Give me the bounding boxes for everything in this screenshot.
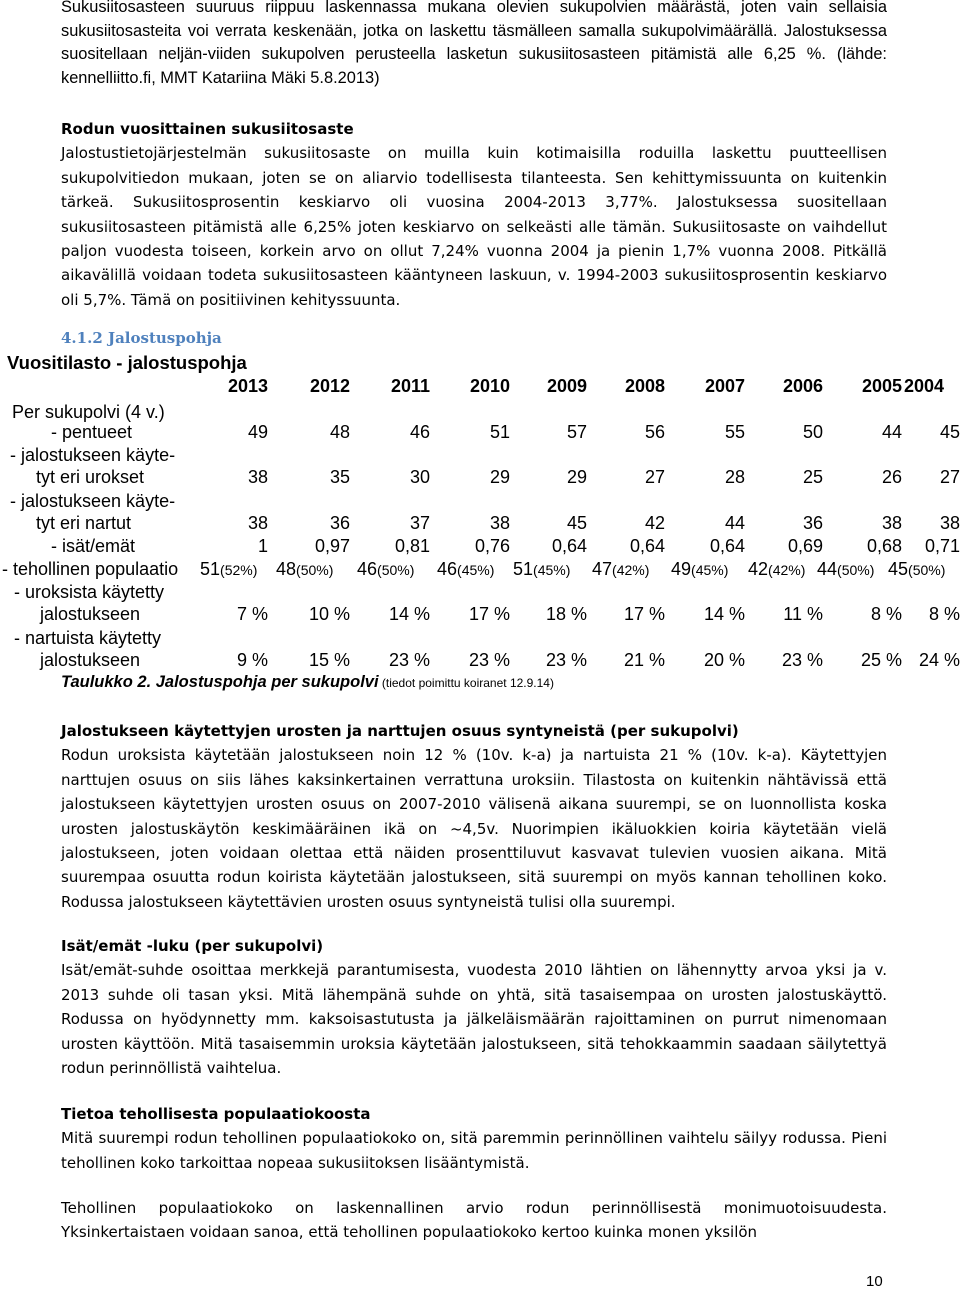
table-cell [552, 536, 587, 557]
cell-value: 30 [409, 467, 430, 487]
cell-value: 29 [489, 467, 510, 487]
table-cell [567, 513, 587, 534]
cell-value: 7 % [236, 604, 268, 624]
table-cell [475, 536, 510, 557]
subsection-title: 4.1.2 Jalostuspohja [61, 329, 222, 347]
cell-value: 48 [329, 422, 350, 442]
cell-percent: (52%) [220, 562, 258, 578]
cell-value: 14 % [703, 604, 745, 624]
row-label-cont: tyt eri nartut [36, 512, 132, 533]
cell-value: 26 [881, 467, 902, 487]
cell-value: 23 % [545, 649, 587, 670]
section-text: Rodun uroksista käytetään jalostukseen noin 12 % (10v. k-a) ja nartuista 21 % (10v. k-a). Käytettyjen narttujen osuus on siis lähes kaksinkertainen verrattuna uroksiin. Tilastosta on kuitenkin nähtävissä että jalostukseen käytettyjen urosten osuus on 2007-2010 välisenä aikana suurempi, se on luonnollista koska urosten jalostuskäytön keskimääräinen ikä on ~4,5v. Nuorimpien ikäluokkien koiria käytetään vielä jalostukseen, joten voidaan olettaa että näiden prosenttiluvut kasvavat tulevien vuosien aikana. Mitä suurempaa osuutta rodun koirista käytetään jalostukseen, sitä suurempi on myös kannan tehollinen koko. Rodussa jalostukseen käytettävien urosten osuus syntyneistä tulisi olla suurempi. [61, 746, 887, 911]
table-cell [788, 536, 823, 557]
table-cell [645, 422, 665, 443]
cell-value: 14 % [388, 604, 430, 624]
table-cell [315, 536, 350, 557]
table-row [0, 559, 960, 582]
cell-value: 44 [817, 559, 838, 579]
table-cell [389, 650, 430, 671]
row-label: - isät/emät [51, 536, 136, 556]
table-cell [469, 604, 510, 625]
year-header: 2010 [469, 376, 510, 396]
table-cell [258, 536, 268, 557]
cell-value: 45 [939, 422, 960, 442]
cell-value: 10 % [308, 604, 350, 624]
table-cell [803, 422, 823, 443]
cell-value: 44 [881, 422, 902, 442]
table-cell [309, 604, 350, 625]
cell-value: 46 [437, 559, 458, 579]
row-label: - jalostukseen käyte- [10, 445, 176, 465]
table-cell [704, 604, 745, 625]
cell-value: 45 [566, 512, 587, 533]
table-cell [748, 559, 805, 580]
cell-value: 11 % [783, 604, 823, 624]
section-text: Jalostustietojärjestelmän sukusiitosaste on muilla kuin kotimaisilla roduilla laskettu puutteellisen sukupolvitiedon mukaan, joten se on aliarvio todellisesta tilanteesta. Sen kehittymissuunta on kuitenkin tärkeä. Sukusiitosprosentin keskiarvo oli vuosina 2004-2013 3,77%. Jalostuksessa suositellaan sukusiitosasteen pitämistä alle 6,25% joten keskiarvo on selkeästi alle tämän. Sukusiitosaste on vaihdellut paljon vuodesta toiseen, korkein arvo on ollut 7,24% vuonna 2004 ja pienin 1,7% vuonna 2008. Pitkällä aikavälillä voidaan todeta sukusiitosasteen kääntyneen laskuun, v. 1994-2003 sukusiitosprosentin keskiarvo oli 5,7%. Tämä on positiivinen kehityssuunta. [61, 144, 887, 309]
cell-value: 49 [671, 559, 692, 579]
table-cell [237, 604, 268, 625]
table-title: Vuositilasto - jalostuspohja [7, 352, 247, 373]
table-cell [592, 559, 649, 580]
table-cell [410, 422, 430, 443]
cell-value: 1 [257, 536, 268, 556]
cell-value: 0,69 [787, 536, 823, 556]
row-label: - uroksista käytetty [14, 582, 165, 602]
table-cell [817, 559, 874, 580]
table-cell [410, 513, 430, 534]
section-heading: Tietoa tehollisesta populaatiokoosta [61, 1105, 371, 1123]
year-header: 2005 [861, 376, 902, 396]
section-effective-population [61, 1102, 887, 1175]
table-cell [882, 422, 902, 443]
table-cell [546, 604, 587, 625]
table-cell [710, 536, 745, 557]
cell-value: 28 [724, 467, 745, 487]
cell-value: 17 % [623, 604, 665, 624]
table-cell [248, 513, 268, 534]
table-caption [61, 673, 554, 692]
cell-value: 36 [329, 512, 350, 533]
table-subheader-row [0, 400, 960, 422]
cell-percent: (42%) [768, 562, 806, 578]
table-row [0, 582, 960, 628]
table-cell [803, 513, 823, 534]
cell-value: 17 % [468, 604, 510, 624]
table-cell [704, 650, 745, 671]
table-cell [888, 559, 945, 580]
table-cell [940, 422, 960, 443]
cell-value: 27 [644, 467, 665, 487]
table-cell [546, 650, 587, 671]
cell-value: 46 [409, 422, 430, 442]
table-cell [882, 513, 902, 534]
table-cell [309, 650, 350, 671]
cell-value: 23 % [468, 649, 510, 670]
table-cell [469, 650, 510, 671]
cell-value: 48 [276, 559, 297, 579]
table-cell [200, 559, 257, 580]
cell-value: 51 [513, 559, 534, 579]
year-header: 2011 [390, 376, 430, 396]
cell-value: 38 [489, 512, 510, 533]
row-label: - jalostukseen käyte- [10, 490, 176, 511]
row-label-cont: tyt eri urokset [36, 467, 145, 487]
table-cell [330, 513, 350, 534]
per-generation-label: Per sukupolvi (4 v.) [12, 402, 165, 422]
row-label-cont: jalostukseen [40, 604, 141, 624]
table-cell [567, 467, 587, 488]
caption-title: Taulukko 2. Jalostuspohja per sukupolvi [61, 673, 379, 691]
cell-value: 45 [888, 559, 909, 579]
table-cell [437, 559, 494, 580]
table-cell [671, 559, 728, 580]
row-label: - tehollinen populaatio [2, 559, 179, 579]
cell-percent: (45%) [691, 562, 729, 578]
cell-value: 24 % [918, 649, 960, 670]
table-header-row [0, 374, 960, 400]
breeding-table [0, 374, 960, 673]
page-number: 10 [866, 1273, 883, 1290]
section-sukusiitosaste [61, 117, 887, 312]
cell-value: 8 % [870, 604, 902, 624]
year-header: 2009 [546, 376, 587, 396]
cell-value: 37 [409, 512, 430, 533]
year-header: 2007 [704, 376, 745, 396]
cell-value: 23 % [781, 649, 823, 670]
table-cell [919, 650, 960, 671]
row-label: - nartuista käytetty [14, 627, 162, 648]
cell-value: 44 [724, 512, 745, 533]
cell-value: 49 [247, 422, 268, 442]
table-cell [237, 650, 268, 671]
section-text: Isät/emät-suhde osoittaa merkkejä parantumisesta, vuodesta 2010 lähtien on lähennytty arvoa yksi ja v. 2013 suhde oli tasan yksi. Mitä lähempänä suhde on yhtä, sitä tasaisempaa on urosten jalostuskäyttö. Rodussa on hyödynnetty mm. kaksoisastutusta ja jälkeläismäärän rajoittaminen on purrut nimenomaan urosten käyttöön. Mitä tasaisemmin uroksia käytetään jalostukseen, sitä tehokkaammin saadaan säilytettyä rodun perinnöllistä vaihtelua. [61, 961, 887, 1078]
table-cell [624, 604, 665, 625]
cell-value: 38 [247, 467, 268, 487]
table-cell [803, 467, 823, 488]
table-cell [330, 422, 350, 443]
cell-value: 38 [881, 512, 902, 533]
cell-value: 27 [939, 467, 960, 487]
cell-value: 51 [200, 559, 221, 579]
table-cell [725, 467, 745, 488]
table-cell [725, 422, 745, 443]
cell-value: 0,68 [866, 536, 902, 556]
year-header: 2008 [624, 376, 665, 396]
table-cell [567, 422, 587, 443]
cell-value: 9 % [236, 649, 268, 670]
section-text: Mitä suurempi rodun tehollinen populaatiokoko on, sitä paremmin perinnöllinen vaihtelu säilyy rodussa. Pieni tehollinen koko tarkoittaa nopeaa sukusiitoksen lisääntymistä. [61, 1129, 887, 1172]
table-cell [490, 467, 510, 488]
table-cell [389, 604, 430, 625]
table-cell [861, 650, 902, 671]
cell-value: 57 [566, 422, 587, 442]
table-cell [395, 536, 430, 557]
table-cell [925, 536, 960, 557]
cell-value: 0,97 [314, 536, 350, 556]
cell-value: 42 [644, 512, 665, 533]
cell-value: 55 [724, 422, 745, 442]
section-heading: Isät/emät -luku (per sukupolvi) [61, 937, 324, 955]
year-header: 2006 [782, 376, 823, 396]
cell-value: 15 % [308, 649, 350, 670]
cell-value: 38 [939, 512, 960, 533]
table-cell [867, 536, 902, 557]
cell-value: 46 [357, 559, 378, 579]
cell-value: 0,64 [551, 536, 587, 556]
cell-value: 21 % [623, 649, 665, 670]
table-cell [410, 467, 430, 488]
table-cell [513, 559, 570, 580]
table-cell [624, 650, 665, 671]
year-header: 2013 [227, 376, 268, 396]
table-cell [940, 513, 960, 534]
section-heading: Rodun vuosittainen sukusiitosaste [61, 120, 354, 138]
table-cell [357, 559, 414, 580]
table-row [0, 536, 960, 559]
table-cell [645, 467, 665, 488]
table-cell [490, 513, 510, 534]
table-cell [783, 604, 823, 625]
cell-value: 38 [247, 512, 268, 533]
cell-value: 0,64 [709, 536, 745, 556]
section-males-females [61, 719, 887, 914]
table-cell [782, 650, 823, 671]
cell-value: 0,76 [474, 536, 510, 556]
table-cell [940, 467, 960, 488]
cell-value: 29 [566, 467, 587, 487]
cell-value: 51 [489, 422, 510, 442]
table-row [0, 422, 960, 445]
table-cell [725, 513, 745, 534]
cell-value: 36 [802, 512, 823, 533]
cell-value: 18 % [545, 604, 587, 624]
cell-value: 0,64 [629, 536, 665, 556]
table-row [0, 445, 960, 491]
closing-paragraph: Tehollinen populaatiokoko on laskennallinen arvio rodun perinnöllisestä monimuotoisuudesta. Yksinkertaistaen voidaan sanoa, että tehollinen populaatiokoko kertoo kuinka monen yksilön [61, 1199, 887, 1242]
caption-source: (tiedot poimittu koiranet 12.9.14) [378, 676, 554, 690]
cell-value: 20 % [703, 649, 745, 670]
section-heading: Jalostukseen käytettyjen urosten ja narttujen osuus syntyneistä (per sukupolvi) [61, 722, 739, 740]
cell-percent: (45%) [533, 562, 571, 578]
table-cell [630, 536, 665, 557]
table-cell [248, 422, 268, 443]
cell-value: 25 [802, 467, 823, 487]
cell-value: 23 % [388, 649, 430, 670]
cell-value: 50 [802, 422, 823, 442]
cell-percent: (50%) [908, 562, 946, 578]
cell-percent: (50%) [837, 562, 875, 578]
cell-percent: (42%) [612, 562, 650, 578]
table-cell [929, 604, 960, 625]
cell-percent: (45%) [457, 562, 495, 578]
table-cell [248, 467, 268, 488]
cell-value: 56 [644, 422, 665, 442]
table-row [0, 491, 960, 537]
table-cell [645, 513, 665, 534]
cell-value: 0,71 [924, 536, 960, 556]
section-sire-dam [61, 934, 887, 1080]
table-row [0, 628, 960, 674]
table-cell [330, 467, 350, 488]
cell-value: 42 [748, 559, 769, 579]
cell-value: 25 % [860, 649, 902, 670]
table-cell [882, 467, 902, 488]
cell-value: 35 [329, 467, 350, 487]
cell-value: 0,81 [394, 536, 430, 556]
table-cell [871, 604, 902, 625]
cell-value: 47 [592, 559, 613, 579]
intro-paragraph: Sukusiitosasteen suuruus riippuu laskennassa mukana olevien sukupolvien määrästä, joten vain sellaisia sukusiitosasteita voi verrata keskenään, jotka on laskettu täsmälleen samalla sukupolvimäärällä. Jalostuksessa suositellaan neljän-viiden sukupolven perusteella lasketun sukusiitosasteen pitämistä alle 6,25 %. (lähde: kennelliitto.fi, MMT Katariina Mäki 5.8.2013) [61, 0, 887, 87]
cell-value: 8 % [928, 604, 960, 624]
cell-percent: (50%) [296, 562, 334, 578]
cell-percent: (50%) [377, 562, 415, 578]
year-header: 2004 [903, 376, 944, 396]
year-header: 2012 [309, 376, 350, 396]
row-label-cont: jalostukseen [40, 649, 141, 670]
row-label: - pentueet [51, 422, 133, 442]
table-cell [276, 559, 333, 580]
table-cell [490, 422, 510, 443]
